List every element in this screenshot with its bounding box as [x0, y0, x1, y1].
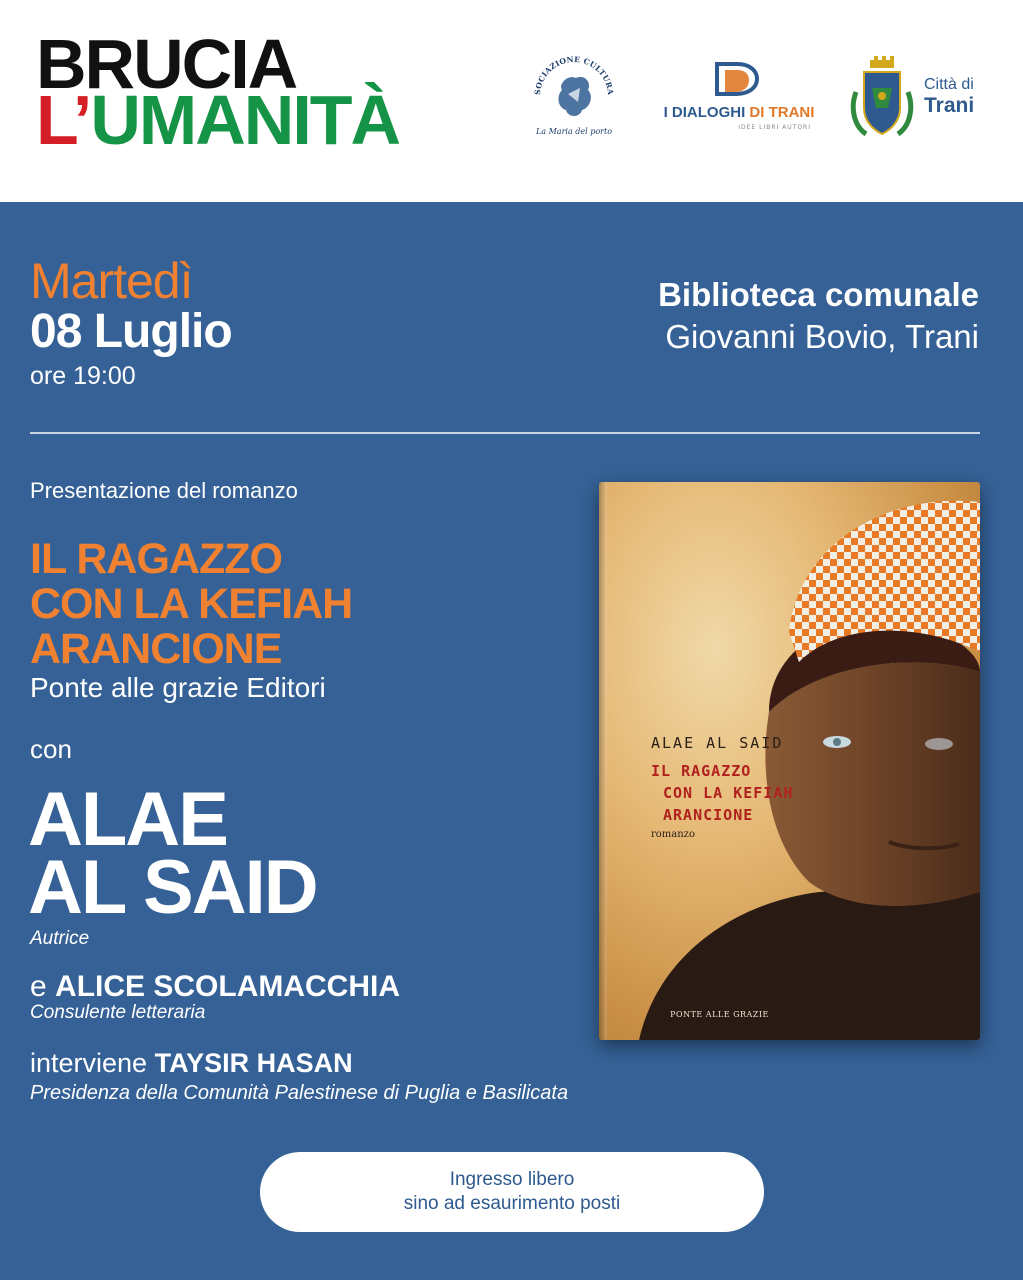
speaker-role: Presidenza della Comunità Palestinese di Puglia e Basilicata: [30, 1082, 569, 1104]
city-name-line-1: Città di: [924, 76, 974, 93]
guest-line: [30, 970, 400, 1004]
author-role: Autrice: [30, 928, 90, 949]
book-title-line: IL RAGAZZO: [30, 535, 282, 583]
brand-line-2-green: UMANITÀ: [90, 81, 400, 159]
author-name-line: ALAE: [28, 777, 227, 862]
cover-title-line: IL RAGAZZO: [651, 762, 752, 780]
event-time: ore 19:00: [30, 362, 136, 390]
guest-name: ALICE SCOLAMACCHIA: [55, 970, 401, 1003]
dialoghi-title: [645, 104, 833, 121]
cover-author: ALAE AL SAID: [651, 734, 784, 752]
cover-title: [651, 760, 793, 826]
brand-logo: [36, 25, 400, 159]
guest-prefix: e: [30, 970, 56, 1003]
dialoghi-subtitle: IDEE LIBRI AUTORI: [738, 124, 811, 131]
free-entry-line-2: sino ad esaurimento posti: [403, 1193, 621, 1214]
book-intro: Presentazione del romanzo: [30, 478, 298, 503]
cover-title-line: ARANCIONE: [663, 806, 754, 824]
book-title-line: CON LA KEFIAH: [30, 580, 353, 628]
book-title: [30, 537, 352, 672]
with-label: con: [30, 734, 72, 764]
free-entry-badge: [260, 1152, 764, 1232]
free-entry-line-1: Ingresso libero: [449, 1169, 575, 1190]
dialoghi-mark-icon: [711, 60, 765, 100]
brand-line-2: [36, 81, 400, 159]
book-cover: [599, 482, 980, 1040]
cover-genre: romanzo: [651, 829, 695, 840]
speaker-name: TAYSIR HASAN: [154, 1048, 353, 1078]
dialoghi-logo: [645, 60, 833, 140]
book-title-line: ARANCIONE: [30, 625, 282, 673]
venue-location: Giovanni Bovio, Trani: [665, 318, 979, 355]
header: [0, 0, 1023, 202]
event-date: 08 Luglio: [30, 305, 232, 358]
brand-line-2-red: L’: [36, 81, 91, 159]
dialoghi-title-b: DI TRANI: [749, 104, 815, 121]
cover-title-line: CON LA KEFIAH: [663, 784, 794, 802]
city-logo: [848, 52, 998, 142]
association-logo-script: La Maria del porto: [535, 127, 613, 136]
guest-role: Consulente letteraria: [30, 1002, 206, 1023]
dialoghi-title-a: I DIALOGHI: [663, 104, 750, 121]
city-name-line-2: Trani: [924, 94, 975, 117]
city-crest-icon: [848, 52, 916, 142]
speaker-prefix: interviene: [30, 1048, 155, 1078]
divider: [30, 432, 980, 434]
book-spine: [599, 482, 607, 1040]
association-logo: [528, 44, 620, 144]
association-logo-arc: SOCIAZIONE CULTURA: [532, 54, 616, 96]
brand-line-1: BRUCIA: [36, 25, 297, 103]
venue-name: Biblioteca comunale: [658, 276, 979, 313]
cover-publisher: PONTE ALLE GRAZIE: [670, 1010, 769, 1019]
event-day: Martedì: [30, 253, 193, 309]
author-name: [28, 777, 317, 930]
book-publisher: Ponte alle grazie Editori: [30, 672, 326, 703]
event-panel: [0, 202, 1023, 1280]
author-name-line: AL SAID: [28, 845, 317, 930]
speaker-line: [30, 1048, 353, 1079]
